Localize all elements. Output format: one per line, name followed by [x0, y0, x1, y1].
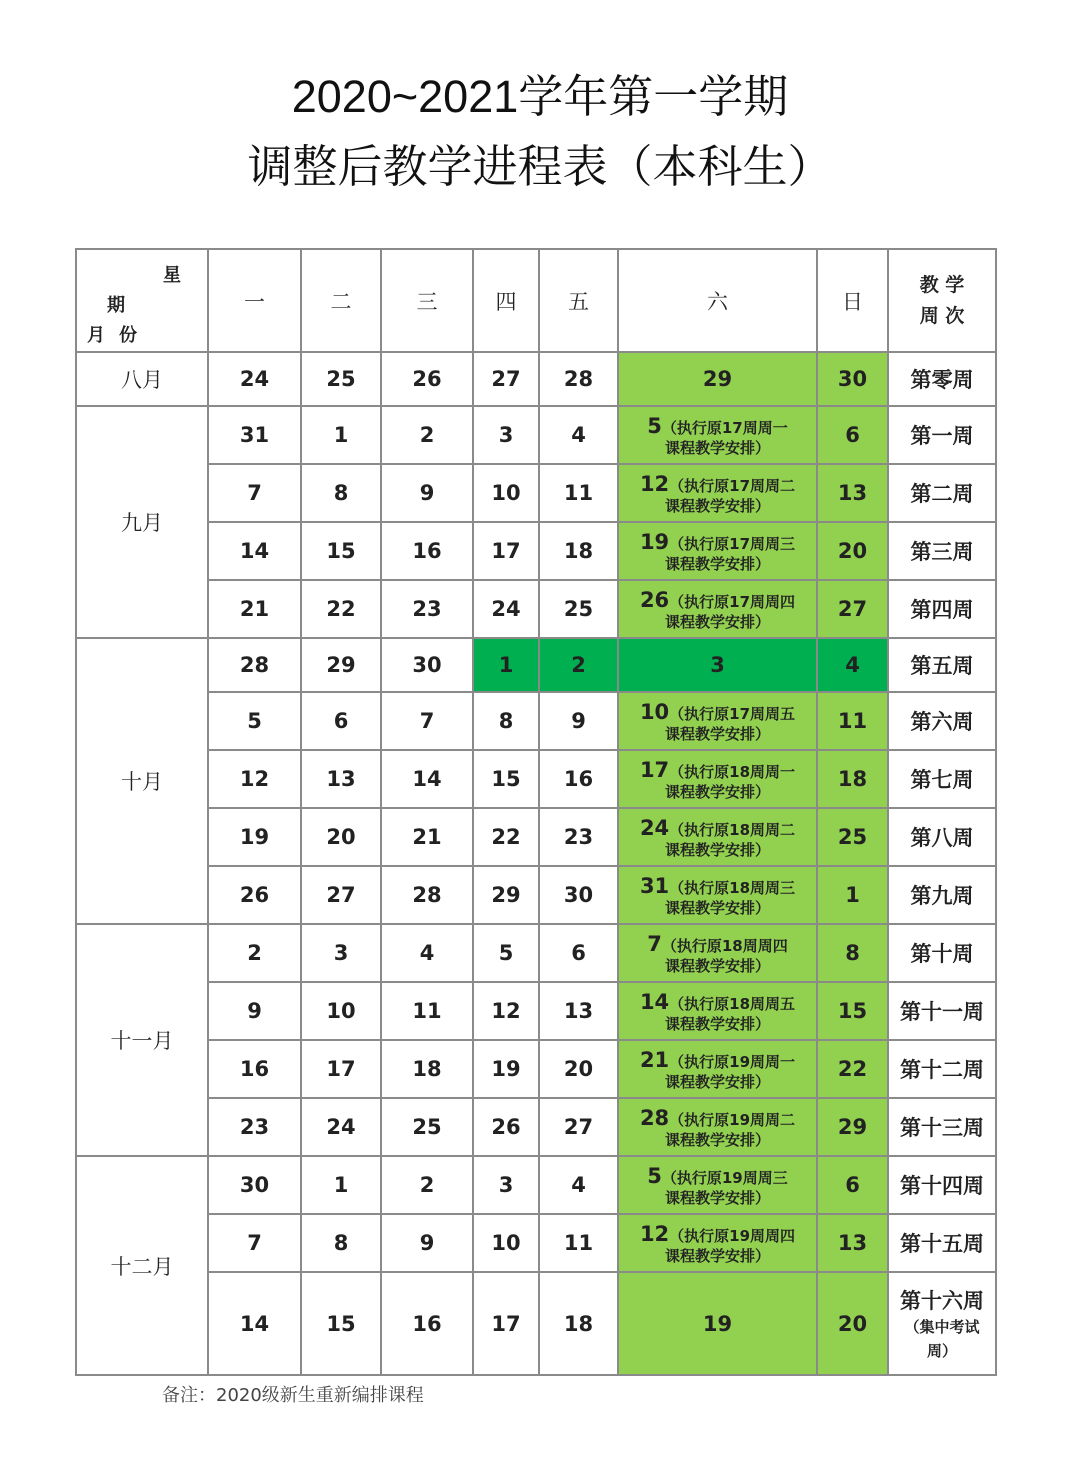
cell-tue: 15	[301, 1272, 381, 1375]
header-week-line2: 周 次	[919, 304, 965, 327]
cell-week-exam	[888, 1272, 996, 1375]
cell-sun: 15	[817, 982, 888, 1040]
cell-fri-holiday: 2	[539, 638, 618, 692]
cell-mon: 30	[208, 1156, 301, 1214]
cell-sat: 19	[618, 1272, 817, 1375]
sat-note-line2: 课程教学安排）	[664, 1246, 770, 1265]
cell-tue: 20	[301, 808, 381, 866]
sat-note-line2: 课程教学安排）	[664, 612, 770, 631]
cell-mon: 31	[208, 406, 301, 464]
cell-sun-holiday: 4	[817, 638, 888, 692]
cell-sat	[618, 692, 817, 750]
sat-date: 5	[647, 413, 662, 438]
cell-wed: 23	[381, 580, 473, 638]
cell-wed: 28	[381, 866, 473, 924]
cell-wed: 18	[381, 1040, 473, 1098]
cell-mon: 28	[208, 638, 301, 692]
table-row	[76, 1272, 996, 1375]
cell-thu: 3	[473, 406, 539, 464]
month-cell-aug: 八月	[76, 352, 208, 406]
cell-thu: 8	[473, 692, 539, 750]
cell-sat	[618, 866, 817, 924]
cell-fri: 4	[539, 406, 618, 464]
cell-fri: 27	[539, 1098, 618, 1156]
header-tue: 二	[301, 249, 381, 352]
cell-sun: 25	[817, 808, 888, 866]
header-sat: 六	[618, 249, 817, 352]
remark-note: 备注：2020级新生重新编排课程	[162, 1385, 424, 1406]
cell-fri: 28	[539, 352, 618, 406]
sat-note-line1: （执行原18周周四	[661, 936, 788, 955]
sat-note-line1: （执行原18周周五	[669, 994, 796, 1013]
cell-fri: 30	[539, 866, 618, 924]
cell-sun: 8	[817, 924, 888, 982]
cell-tue: 22	[301, 580, 381, 638]
sat-date: 21	[639, 1047, 670, 1072]
cell-thu: 22	[473, 808, 539, 866]
cell-mon: 7	[208, 1214, 301, 1272]
cell-sun: 13	[817, 464, 888, 522]
sat-date: 10	[639, 699, 670, 724]
sat-date: 31	[639, 873, 670, 898]
page-title-line1: 2020~2021学年第一学期	[291, 71, 789, 122]
cell-mon: 7	[208, 464, 301, 522]
cell-sun: 13	[817, 1214, 888, 1272]
cell-sat	[618, 1214, 817, 1272]
sat-date: 28	[639, 1105, 670, 1130]
sat-note-line2: 课程教学安排）	[664, 1130, 770, 1149]
cell-fri: 4	[539, 1156, 618, 1214]
header-thu: 四	[473, 249, 539, 352]
cell-sat	[618, 1040, 817, 1098]
cell-wed: 11	[381, 982, 473, 1040]
cell-thu: 19	[473, 1040, 539, 1098]
cell-fri: 20	[539, 1040, 618, 1098]
cell-fri: 11	[539, 1214, 618, 1272]
cell-sat	[618, 924, 817, 982]
cell-mon: 14	[208, 1272, 301, 1375]
cell-mon: 2	[208, 924, 301, 982]
sat-note-line1: （执行原18周周三	[669, 878, 796, 897]
page-title-line2: 调整后教学进程表（本科生）	[247, 141, 833, 192]
sat-note-line1: （执行原19周周三	[661, 1168, 788, 1187]
exam-note-line1: （集中考试	[904, 1317, 980, 1336]
cell-thu: 10	[473, 464, 539, 522]
cell-wed: 21	[381, 808, 473, 866]
corner-xing: 星	[163, 265, 181, 286]
cell-wed: 7	[381, 692, 473, 750]
table-row	[76, 406, 996, 464]
table-row	[76, 1098, 996, 1156]
cell-week: 第七周	[888, 750, 996, 808]
sat-note-line1: （执行原19周周二	[669, 1110, 796, 1129]
sat-note-line2: 课程教学安排）	[664, 898, 770, 917]
sat-note-line2: 课程教学安排）	[664, 956, 770, 975]
sat-note-line1: （执行原19周周一	[669, 1052, 796, 1071]
month-cell-sep: 九月	[76, 406, 208, 638]
header-week	[888, 249, 996, 352]
cell-mon: 23	[208, 1098, 301, 1156]
cell-thu: 3	[473, 1156, 539, 1214]
sat-date: 14	[639, 989, 670, 1014]
sat-note-line2: 课程教学安排）	[664, 840, 770, 859]
table-row	[76, 982, 996, 1040]
cell-fri: 6	[539, 924, 618, 982]
cell-tue: 8	[301, 1214, 381, 1272]
table-row	[76, 866, 996, 924]
cell-week: 第四周	[888, 580, 996, 638]
cell-thu: 5	[473, 924, 539, 982]
cell-sat-holiday: 3	[618, 638, 817, 692]
cell-fri: 13	[539, 982, 618, 1040]
sat-note-line2: 课程教学安排）	[664, 438, 770, 457]
header-fri: 五	[539, 249, 618, 352]
month-cell-oct: 十月	[76, 638, 208, 924]
header-wed: 三	[381, 249, 473, 352]
cell-sun: 6	[817, 1156, 888, 1214]
table-row	[76, 1040, 996, 1098]
cell-week: 第十三周	[888, 1098, 996, 1156]
cell-week: 第十五周	[888, 1214, 996, 1272]
cell-fri: 18	[539, 1272, 618, 1375]
sat-note-line1: （执行原18周周二	[669, 820, 796, 839]
cell-fri: 18	[539, 522, 618, 580]
cell-tue: 13	[301, 750, 381, 808]
sat-date: 26	[639, 587, 670, 612]
sat-note-line1: （执行原17周周二	[669, 476, 796, 495]
table-row	[76, 1156, 996, 1214]
cell-tue: 3	[301, 924, 381, 982]
week-label: 第十六周	[900, 1288, 984, 1313]
cell-thu: 26	[473, 1098, 539, 1156]
exam-note-line2: 周）	[926, 1341, 957, 1360]
sat-date: 12	[639, 471, 670, 496]
sat-note-line1: （执行原19周周四	[669, 1226, 796, 1245]
cell-mon: 26	[208, 866, 301, 924]
cell-mon: 12	[208, 750, 301, 808]
cell-sat: 29	[618, 352, 817, 406]
cell-mon: 19	[208, 808, 301, 866]
month-cell-dec: 十二月	[76, 1156, 208, 1375]
cell-week: 第五周	[888, 638, 996, 692]
cell-fri: 16	[539, 750, 618, 808]
cell-tue: 27	[301, 866, 381, 924]
cell-sat	[618, 750, 817, 808]
cell-sun: 1	[817, 866, 888, 924]
cell-mon: 9	[208, 982, 301, 1040]
cell-sun: 20	[817, 1272, 888, 1375]
cell-fri: 25	[539, 580, 618, 638]
cell-wed: 9	[381, 464, 473, 522]
table-row	[76, 638, 996, 692]
cell-wed: 26	[381, 352, 473, 406]
cell-thu: 17	[473, 1272, 539, 1375]
cell-mon: 14	[208, 522, 301, 580]
cell-sun: 29	[817, 1098, 888, 1156]
sat-note-line1: （执行原17周周一	[661, 418, 788, 437]
sat-note-line1: （执行原18周周一	[669, 762, 796, 781]
cell-tue: 29	[301, 638, 381, 692]
cell-week: 第十二周	[888, 1040, 996, 1098]
table-row	[76, 924, 996, 982]
cell-wed: 4	[381, 924, 473, 982]
cell-fri: 9	[539, 692, 618, 750]
sat-note-line2: 课程教学安排）	[664, 1188, 770, 1207]
cell-thu: 12	[473, 982, 539, 1040]
schedule-table	[75, 248, 997, 1376]
cell-fri: 23	[539, 808, 618, 866]
cell-week: 第十一周	[888, 982, 996, 1040]
cell-tue: 10	[301, 982, 381, 1040]
sat-note-line2: 课程教学安排）	[664, 496, 770, 515]
cell-sun: 22	[817, 1040, 888, 1098]
sat-date: 19	[639, 529, 670, 554]
cell-wed: 25	[381, 1098, 473, 1156]
sat-date: 7	[647, 931, 662, 956]
header-sun: 日	[817, 249, 888, 352]
cell-week: 第二周	[888, 464, 996, 522]
cell-wed: 2	[381, 1156, 473, 1214]
cell-sun: 18	[817, 750, 888, 808]
sat-note-line2: 课程教学安排）	[664, 554, 770, 573]
cell-tue: 1	[301, 1156, 381, 1214]
cell-sat	[618, 982, 817, 1040]
cell-week: 第十四周	[888, 1156, 996, 1214]
table-row	[76, 1214, 996, 1272]
corner-header	[76, 249, 208, 352]
cell-sat	[618, 464, 817, 522]
header-week-line1: 教 学	[919, 274, 965, 297]
table-row	[76, 464, 996, 522]
cell-sun: 11	[817, 692, 888, 750]
cell-tue: 1	[301, 406, 381, 464]
cell-sat	[618, 808, 817, 866]
sat-note-line1: （执行原17周周四	[669, 592, 796, 611]
table-row	[76, 522, 996, 580]
sat-note-line1: （执行原17周周五	[669, 704, 796, 723]
table-row	[76, 750, 996, 808]
sat-note-line2: 课程教学安排）	[664, 724, 770, 743]
sat-note-line2: 课程教学安排）	[664, 1072, 770, 1091]
cell-wed: 16	[381, 1272, 473, 1375]
corner-yue: 月	[87, 325, 105, 346]
cell-mon: 5	[208, 692, 301, 750]
cell-mon: 24	[208, 352, 301, 406]
cell-tue: 17	[301, 1040, 381, 1098]
cell-thu: 29	[473, 866, 539, 924]
sat-date: 12	[639, 1221, 670, 1246]
cell-thu: 10	[473, 1214, 539, 1272]
cell-sat	[618, 1098, 817, 1156]
table-row	[76, 808, 996, 866]
cell-wed: 16	[381, 522, 473, 580]
cell-wed: 14	[381, 750, 473, 808]
cell-sun: 6	[817, 406, 888, 464]
sat-note-line2: 课程教学安排）	[664, 782, 770, 801]
cell-sun: 30	[817, 352, 888, 406]
cell-wed: 2	[381, 406, 473, 464]
cell-wed: 30	[381, 638, 473, 692]
cell-sat	[618, 406, 817, 464]
table-row	[76, 352, 996, 406]
cell-mon: 16	[208, 1040, 301, 1098]
sat-date: 5	[647, 1163, 662, 1188]
month-cell-nov: 十一月	[76, 924, 208, 1156]
cell-week: 第十周	[888, 924, 996, 982]
cell-tue: 15	[301, 522, 381, 580]
corner-qi: 期	[107, 295, 125, 316]
sat-date: 24	[639, 815, 670, 840]
cell-thu: 27	[473, 352, 539, 406]
cell-week: 第八周	[888, 808, 996, 866]
table-row	[76, 692, 996, 750]
cell-tue: 6	[301, 692, 381, 750]
cell-week: 第零周	[888, 352, 996, 406]
cell-thu: 15	[473, 750, 539, 808]
cell-week: 第一周	[888, 406, 996, 464]
cell-fri: 11	[539, 464, 618, 522]
cell-tue: 25	[301, 352, 381, 406]
cell-week: 第九周	[888, 866, 996, 924]
sat-note-line1: （执行原17周周三	[669, 534, 796, 553]
cell-thu: 24	[473, 580, 539, 638]
cell-sun: 20	[817, 522, 888, 580]
cell-sun: 27	[817, 580, 888, 638]
cell-mon: 21	[208, 580, 301, 638]
corner-fen: 份	[119, 325, 137, 346]
sat-date: 17	[639, 757, 670, 782]
cell-week: 第六周	[888, 692, 996, 750]
cell-week: 第三周	[888, 522, 996, 580]
cell-thu-holiday: 1	[473, 638, 539, 692]
cell-sat	[618, 580, 817, 638]
cell-thu: 17	[473, 522, 539, 580]
header-row	[76, 249, 996, 352]
table-row	[76, 580, 996, 638]
cell-sat	[618, 1156, 817, 1214]
cell-tue: 24	[301, 1098, 381, 1156]
cell-tue: 8	[301, 464, 381, 522]
sat-note-line2: 课程教学安排）	[664, 1014, 770, 1033]
cell-wed: 9	[381, 1214, 473, 1272]
cell-sat	[618, 522, 817, 580]
header-mon: 一	[208, 249, 301, 352]
